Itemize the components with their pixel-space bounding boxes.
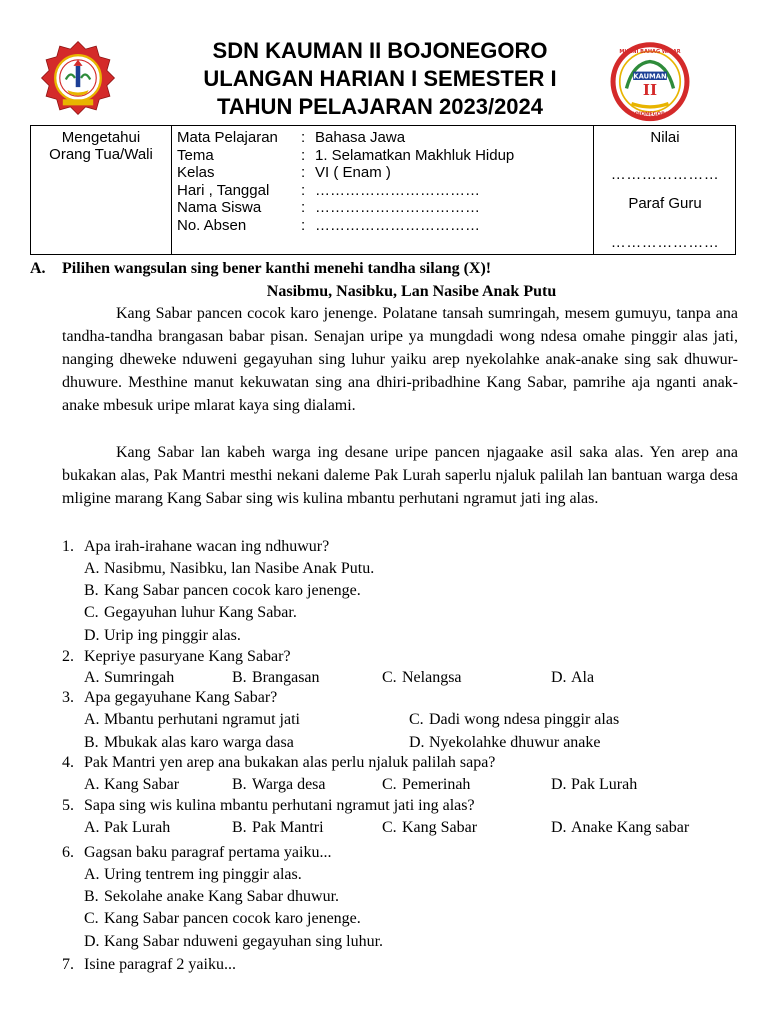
logo-right-number-text: II: [642, 81, 658, 100]
question-7: 7. Isine paragraf 2 yaiku...: [62, 956, 236, 973]
section-a-instruction: [30, 259, 491, 279]
subject-value: Bahasa Jawa: [315, 129, 406, 146]
score-field[interactable]: …………………: [610, 166, 720, 183]
section-letter: A.: [30, 260, 46, 277]
class-value: VI ( Enam ): [315, 164, 391, 181]
question-3: 3. Apa gegayuhane Kang Sabar?: [62, 689, 278, 706]
option-2d[interactable]: D. Ala: [551, 669, 595, 686]
question-5: 5. Sapa sing wis kulina mbantu perhutani ngramut jati ing alas?: [62, 797, 475, 814]
question-6: 6. Gagsan baku paragraf pertama yaiku...: [62, 844, 332, 861]
logo-right-top-text: MURNI BAHAG WAJAR: [619, 49, 681, 56]
option-2c[interactable]: C. Nelangsa: [382, 669, 462, 686]
option-5a[interactable]: A. Pak Lurah: [84, 819, 171, 836]
option-3d[interactable]: D. Nyekolahke dhuwur anake: [409, 734, 601, 751]
absen-number-field[interactable]: ……………………………: [315, 216, 480, 234]
question-2: 2. Kepriye pasuryane Kang Sabar?: [62, 648, 291, 665]
option-1a[interactable]: A. Nasibmu, Nasibku, lan Nasibe Anak Putu.: [84, 560, 375, 577]
info-row-subject: Mata Pelajaran : Bahasa Jawa: [177, 129, 406, 146]
passage-paragraph-2: Kang Sabar lan kabeh warga ing desane uripe pancen njagaake asil saka alas. Yen arep ana bukakan alas, Pak Mantri mesthi nekani daleme Pak Lurah saperlu njaluk palilah lan bantuan warga desa mligine marang Kang Sabar sing wis kulina mbantu perhutani ngramut jati ing alas.: [62, 444, 738, 507]
option-6c[interactable]: C. Kang Sabar pancen cocok karo jenenge.: [84, 910, 361, 927]
logo-right-center-text: KAUMAN: [633, 72, 667, 81]
passage-paragraph-1: Kang Sabar pancen cocok karo jenenge. Polatane tansah sumringah, mesem gumuyu, tanpa ana tandha-tandha brangasan babar pisan. Senajan uripe ya mungdadi wong ndesa omahe pinggir alas jati, nanging dheweke nduweni gegayuhan sing luhur yaiku arep nyekolahke anak-anake sing sak dhuwur-dhuwure. Mesthine manut kekuwatan sing ana dhiri-pribadhine Kang Sabar, pamrihe aja nganti anak-anake mbesuk uripe mlarat kaya sing dialami.: [62, 305, 738, 414]
score-cell: [593, 129, 737, 251]
subject-info-cell: [177, 129, 514, 234]
option-6a[interactable]: A. Uring tentrem ing pinggir alas.: [84, 866, 302, 883]
option-3a[interactable]: A. Mbantu perhutani ngramut jati: [84, 711, 300, 728]
option-5b[interactable]: B. Pak Mantri: [232, 819, 324, 836]
school-crest-left-logo: [40, 40, 116, 116]
option-1d[interactable]: D. Urip ing pinggir alas.: [84, 627, 241, 644]
option-4c[interactable]: C. Pemerinah: [382, 776, 471, 793]
date-field[interactable]: ……………………………: [315, 181, 480, 199]
info-row-date: Hari , Tanggal : ……………………………: [177, 181, 480, 199]
option-1c[interactable]: C. Gegayuhan luhur Kang Sabar.: [84, 604, 297, 621]
school-crest-right-logo: [608, 38, 692, 122]
teacher-sign-label: Paraf Guru: [628, 195, 702, 212]
option-3b[interactable]: B. Mbukak alas karo warga dasa: [84, 734, 294, 751]
option-3c[interactable]: C. Dadi wong ndesa pinggir alas: [409, 711, 620, 728]
option-6d[interactable]: D. Kang Sabar nduweni gegayuhan sing luhur.: [84, 933, 384, 950]
option-2b[interactable]: B. Brangasan: [232, 669, 320, 686]
info-row-name: Nama Siswa : ……………………………: [177, 199, 480, 216]
instruction-text: Pilihen wangsulan sing bener kanthi menehi tandha silang (X)!: [62, 260, 492, 277]
option-4a[interactable]: A. Kang Sabar: [84, 776, 180, 793]
student-name-field[interactable]: ……………………………: [315, 199, 480, 216]
option-1b[interactable]: B. Kang Sabar pancen cocok karo jenenge.: [84, 582, 361, 599]
question-1: 1. Apa irah-irahane wacan ing ndhuwur?: [62, 538, 330, 555]
info-row-class: Kelas : VI ( Enam ): [177, 164, 391, 181]
option-2a[interactable]: A. Sumringah: [84, 669, 175, 686]
school-year: TAHUN PELAJARAN 2023/2024: [216, 94, 544, 119]
table-divider: [171, 126, 172, 254]
option-5c[interactable]: C. Kang Sabar: [382, 819, 478, 836]
question-4: 4. Pak Mantri yen arep ana bukakan alas perlu njaluk palilah sapa?: [62, 754, 496, 771]
theme-value: 1. Selamatkan Makhluk Hidup: [315, 146, 515, 164]
score-label: Nilai: [650, 129, 680, 146]
parent-signature-cell: [31, 129, 171, 163]
school-name: SDN KAUMAN II BOJONEGORO: [212, 38, 548, 63]
info-row-theme: Tema : 1. Selamatkan Makhluk Hidup: [177, 146, 515, 164]
parent-label-line1: Mengetahui: [61, 129, 141, 146]
parent-label-line2: Orang Tua/Wali: [49, 146, 153, 163]
info-row-absen: No. Absen : ……………………………: [177, 216, 480, 234]
exam-title: ULANGAN HARIAN I SEMESTER I: [203, 66, 557, 91]
student-info-table: [30, 125, 736, 255]
option-4b[interactable]: B. Warga desa: [232, 776, 326, 793]
passage-title: Nasibmu, Nasibku, Lan Nasibe Anak Putu: [266, 283, 557, 300]
option-5d[interactable]: D. Anake Kang sabar: [551, 819, 690, 836]
logo-right-bottom-text: BOJONEGORO: [630, 111, 670, 118]
teacher-sign-field[interactable]: …………………: [610, 234, 720, 251]
option-6b[interactable]: B. Sekolahe anake Kang Sabar dhuwur.: [84, 888, 340, 905]
option-4d[interactable]: D. Pak Lurah: [551, 776, 638, 793]
